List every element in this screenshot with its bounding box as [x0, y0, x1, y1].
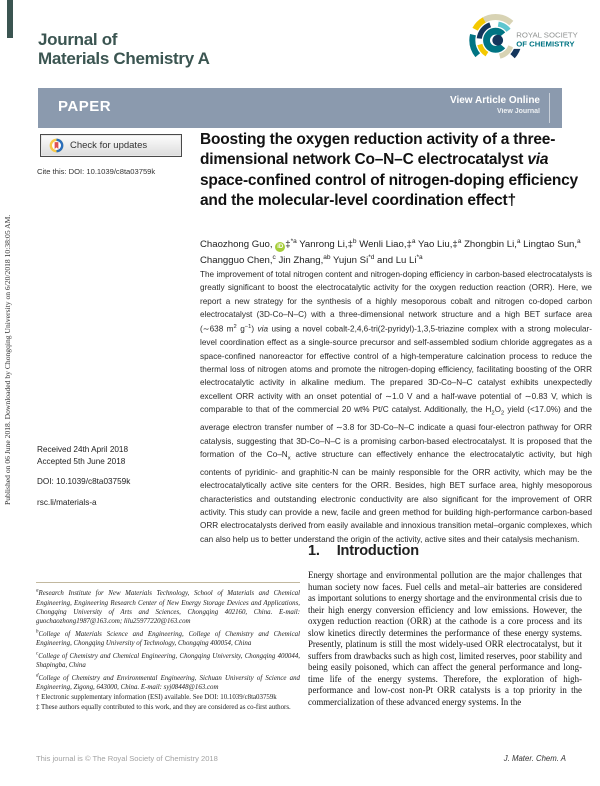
journal-title — [38, 30, 210, 68]
article-type-label: PAPER — [58, 98, 112, 115]
journal-abbreviation: J. Mater. Chem. A — [503, 754, 566, 763]
orcid-icon[interactable]: iD — [277, 244, 284, 251]
article-type-bar — [38, 88, 562, 128]
affiliation-b: $^b$College of Materials Science and Engineering, College of Chemistry and Chemical Engineering, Chongqing University of Technology, Chongqing 400054, China — [36, 629, 300, 648]
accepted-date: Accepted 5th June 2018 — [37, 456, 126, 466]
article-title: Boosting the oxygen reduction activity of a three-dimensional network Co–N–C electrocatalyst via space-confined control of nitrogen-doping efficiency and the molecular-level coordination effect† — [200, 131, 578, 210]
journal-title-line1: Journal of — [38, 30, 118, 49]
abstract-text: The improvement of total nitrogen content and nitrogen-doping efficiency in carbon-based electrocatalysts is greatly significant to boost the electrocatalytic activity for the oxygen reduction reaction (ORR). Here, we report a new strategy for the synthesis of a highly mesoporous cobalt and nitrogen co-doped carbon electrocatalyst (3D-Co–N–C) with a three-dimensional network structure and a high BET surface area (∼638 $m^2$ $g^{-1}$) via using a novel cobalt-2,4,6-tri(2-pyridyl)-1,3,5-triazine complex with a strong molecular-level coordination effect as a single-source precursor and self-assembled sodium chloride aggregates as a space-confined nanoreactor for effective control of a high-temperature calcination process to reduce the thermal loss of nitrogen atoms and promote the nitrogen-doping efficiency, facilitating boosting of the ORR electrocatalytic activity in alkaline medium. The prepared 3D-Co–N–C catalyst exhibits unexpectedly excellent ORR activity with an onset potential of ∼1.0 V and a half-wave potential of ∼0.83 V, which is comparable to that of the commercial 20 wt% Pt/C catalyst. Additionally, the $H_2O_2$ yield (<17.0%) and the average electron transfer number of ∼3.8 for 3D-Co–N–C indicate a quasi four-electron pathway for ORR catalysis, suggesting that 3D-Co–N–C is a promising carbon-based electrocatalyst. It is proposed that the formation of the $Co-N_x$ active structure can effectively enhance the electrocatalytic activity, but high contents of pyridinic- and graphitic-N can be mainly responsible for the ORR activity, which may be the electrocatalytically active site centers for the ORR. Besides, high BET surface area, highly mesoporous characteristics and outstanding electronic conductivity are also significant for the improvement of ORR activity. This study can provide a new, facile and green method for building high-performance carbon-based ORR electrocatalysts derived from easily available and innoxious transition metal–organic complexes, which can also help us to better understand the origin of the activity, active sites and their catalysis mechanism. — [200, 270, 592, 544]
received-date: Received 24th April 2018 — [37, 445, 129, 454]
journal-title-line2: Materials Chemistry A — [38, 49, 210, 68]
introduction-column — [308, 543, 582, 709]
author-list: Chaozhong Guo, iD ‡$^{*a}$ Yanrong Li,‡$^b$ Wenli Liao,‡$^a$ Yao Liu,‡$^a$ Zhongbin Li,$^a$ Lingtao Sun,$^a$ Changguo Chen,$^c$ Jin Zhang,$^{ab}$ Yujun Si$^{*d}$ and Lu Li$^{*a}$ — [200, 238, 581, 267]
affiliation-d: $^d$College of Chemistry and Environmental Engineering, Sichuan University of Science and Engineering, Zigong, 643000, China. E-mail: syj08448@163.com — [36, 673, 300, 691]
footnotes-column — [36, 582, 300, 714]
esi-footnote: † Electronic supplementary information (ESI) available. See DOI: 10.1039/c8ta03759k — [36, 694, 277, 702]
logo-center-disc — [492, 35, 503, 46]
rsc-logo — [468, 8, 580, 76]
bar-links — [450, 95, 540, 115]
check-for-updates-label: Check for updates — [70, 140, 148, 151]
cite-this-doi: Cite this: DOI: 10.1039/c8ta03759k — [37, 167, 156, 176]
download-provenance-note: Published on 06 June 2018. Downloaded by Chongqing University on 6/20/2018 10:38:05 AM. — [3, 214, 12, 505]
doi-text: DOI: 10.1039/c8ta03759k — [37, 477, 131, 486]
logo-text-line2: OF CHEMISTRY — [516, 39, 575, 49]
equal-contribution-footnote: ‡ These authors equally contributed to this work, and they are considered as co-first authors. — [36, 704, 291, 712]
article-history — [37, 444, 130, 508]
section-number: 1. — [308, 543, 320, 559]
logo-text-line1: ROYAL SOCIETY — [516, 30, 578, 40]
check-for-updates-button[interactable] — [40, 134, 182, 157]
section-title: Introduction — [336, 543, 419, 559]
affiliation-c: $^c$College of Chemistry and Chemical Engineering, Chongqing University, Chongqing 400044, Shapingba, China — [36, 651, 300, 669]
view-article-online-link[interactable]: View Article Online — [449, 95, 540, 106]
copyright-notice: This journal is © The Royal Society of Chemistry 2018 — [36, 754, 218, 763]
section-heading — [308, 543, 582, 559]
journal-link[interactable]: rsc.li/materials-a — [37, 497, 97, 507]
affiliation-a: $^a$Research Institute for New Materials Technology, School of Materials and Chemical Engineering, Engineering Research Center of New Energy Storage Devices and Applications, Chongqing University of Arts and Sciences, Chongqing 402160, China. E-mail: guochaozhong1987@163.com; lilu25977220@163.com — [36, 589, 300, 626]
page-edge-strip — [7, 0, 13, 38]
introduction-paragraph: Energy shortage and environmental pollution are the major challenges that human society now faces. Fuel cells and metal–air batteries are considered as important solutions to energy shortage and the environmental crisis due to their high energy conversion efficiency and low emissions. However, the oxygen reduction reaction (ORR) at the cathode is a core process and its slow kinetics directly determines the performance of these energy systems. Presently, platinum is still the most widely-used ORR electrocatalyst, but it suffers from drawbacks such as high cost, limited reserves, poor stability and being easily poisoned, which can affect the general performance and long-time life of the energy systems. Therefore, the exploration of high-performance and low-cost non-Pt ORR catalysts is a top priority in the commercialization of these advanced energy systems. In the — [308, 570, 582, 708]
crossmark-icon — [49, 138, 64, 153]
bar-divider — [549, 93, 550, 123]
footnote-rule — [36, 582, 300, 583]
view-journal-link[interactable]: View Journal — [496, 108, 540, 115]
